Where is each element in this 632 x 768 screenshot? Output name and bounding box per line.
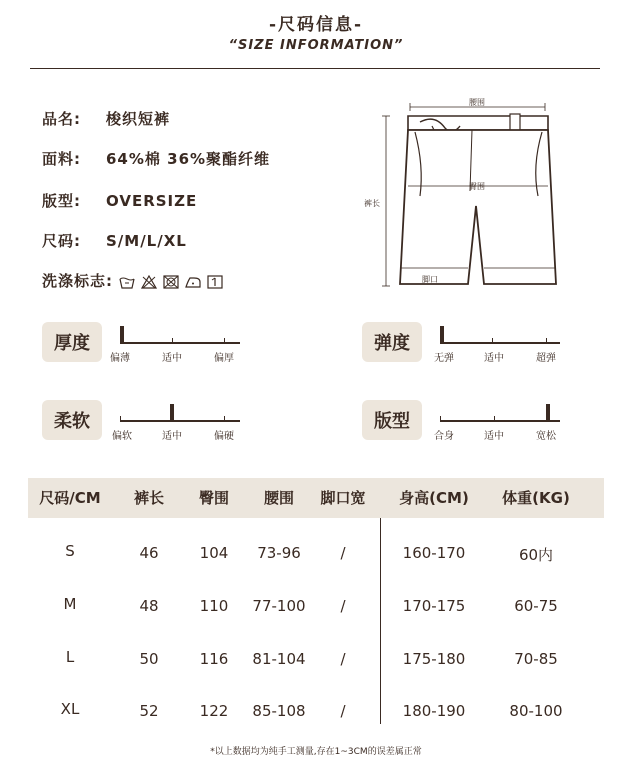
hand-wash-icon — [119, 275, 135, 289]
attr-softness-scale — [112, 400, 240, 444]
table-cell: 160-170 — [402, 544, 466, 562]
table-cell: 70-85 — [514, 650, 558, 668]
attr-elasticity-label-low: 无弹 — [434, 353, 454, 364]
attr-thickness-scale — [110, 322, 240, 366]
table-cell: 52 — [139, 702, 159, 720]
info-fit-value: OVERSIZE — [106, 192, 198, 210]
table-cell: 110 — [199, 597, 229, 615]
no-tumble-dry-icon — [163, 275, 179, 289]
attr-fit-marker — [546, 404, 550, 422]
line-dry-icon — [207, 275, 223, 289]
info-fabric-row — [42, 148, 270, 169]
info-name-label: 品名: — [42, 110, 81, 128]
attr-fit-label-high: 宽松 — [536, 431, 556, 442]
info-size-label: 尺码: — [42, 232, 81, 250]
info-fabric-value: 64%棉 36%聚酯纤维 — [106, 150, 271, 168]
attr-softness-badge: 柔软 — [42, 400, 102, 440]
no-bleach-icon — [141, 275, 157, 289]
col-hem: 脚口宽 — [320, 489, 366, 507]
attr-fit-badge: 版型 — [362, 400, 422, 440]
attr-softness-label-mid: 适中 — [162, 431, 182, 442]
footnote: *以上数据均为纯手工测量,存在1~3CM的误差属正常 — [210, 747, 422, 757]
attr-thickness-label-mid: 适中 — [162, 353, 182, 364]
table-cell: S — [65, 542, 75, 560]
attr-fit-scale — [434, 400, 560, 444]
table-cell: 85-108 — [252, 702, 306, 720]
table-cell: 60内 — [518, 546, 554, 564]
diagram-hem-label: 脚口 — [422, 275, 438, 284]
table-cell: 80-100 — [509, 702, 563, 720]
iron-icon — [185, 275, 201, 289]
diagram-waist-label: 腰围 — [469, 98, 485, 107]
info-size-row — [42, 230, 187, 251]
col-hip: 臀围 — [198, 489, 229, 507]
table-cell: 73-96 — [257, 544, 301, 562]
attr-softness-marker — [170, 404, 174, 422]
table-cell: / — [340, 544, 346, 562]
info-size-value: S/M/L/XL — [106, 232, 187, 250]
header-divider — [30, 68, 600, 69]
info-name-value: 梭织短裤 — [106, 110, 171, 128]
page-subtitle: “SIZE INFORMATION” — [228, 38, 404, 53]
info-name-row — [42, 108, 170, 129]
table-cell: 46 — [139, 544, 159, 562]
table-cell: 60-75 — [514, 597, 558, 615]
info-care-label: 洗涤标志: — [42, 272, 113, 290]
table-cell: / — [340, 702, 346, 720]
attr-elasticity-label-high: 超弹 — [536, 353, 556, 364]
page-title: -尺码信息- — [268, 15, 364, 35]
table-cell: / — [340, 597, 346, 615]
table-cell: 104 — [199, 544, 229, 562]
table-cell: 77-100 — [252, 597, 306, 615]
attr-elasticity-marker — [440, 326, 444, 344]
table-cell: 122 — [199, 702, 229, 720]
shorts-diagram — [360, 96, 580, 296]
table-cell: 48 — [139, 597, 159, 615]
info-fabric-label: 面料: — [42, 150, 81, 168]
attr-elasticity-label-mid: 适中 — [484, 353, 504, 364]
diagram-hip-label: 臀围 — [469, 182, 485, 191]
col-size: 尺码/CM — [39, 489, 101, 507]
attr-softness-label-high: 偏硬 — [214, 431, 234, 442]
info-fit-label: 版型: — [42, 192, 81, 210]
attr-softness-label-low: 偏软 — [112, 431, 132, 442]
table-cell: 180-190 — [402, 702, 466, 720]
table-cell: 81-104 — [252, 650, 306, 668]
attr-fit-label-mid: 适中 — [484, 431, 504, 442]
diagram-length-label: 裤长 — [364, 199, 380, 208]
col-length: 裤长 — [133, 489, 164, 507]
table-cell: M — [63, 595, 77, 613]
table-cell: XL — [60, 700, 80, 718]
table-cell: / — [340, 650, 346, 668]
table-cell: 116 — [199, 650, 229, 668]
attr-elasticity-scale — [434, 322, 560, 366]
attr-fit-label-low: 合身 — [434, 431, 454, 442]
attr-thickness-label-high: 偏厚 — [214, 353, 234, 364]
table-cell: 170-175 — [402, 597, 466, 615]
attr-thickness-badge: 厚度 — [42, 322, 102, 362]
table-cell: 175-180 — [402, 650, 466, 668]
col-weight: 体重(KG) — [502, 489, 570, 507]
table-cell: 50 — [139, 650, 159, 668]
attr-thickness-marker — [120, 326, 124, 344]
attr-thickness-label-low: 偏薄 — [110, 353, 130, 364]
col-waist: 腰围 — [263, 489, 294, 507]
attr-elasticity-badge: 弹度 — [362, 322, 422, 362]
table-divider — [380, 518, 381, 724]
info-fit-row — [42, 190, 197, 211]
col-height: 身高(CM) — [399, 489, 469, 507]
table-cell: L — [65, 648, 75, 666]
info-care-row — [42, 270, 223, 291]
